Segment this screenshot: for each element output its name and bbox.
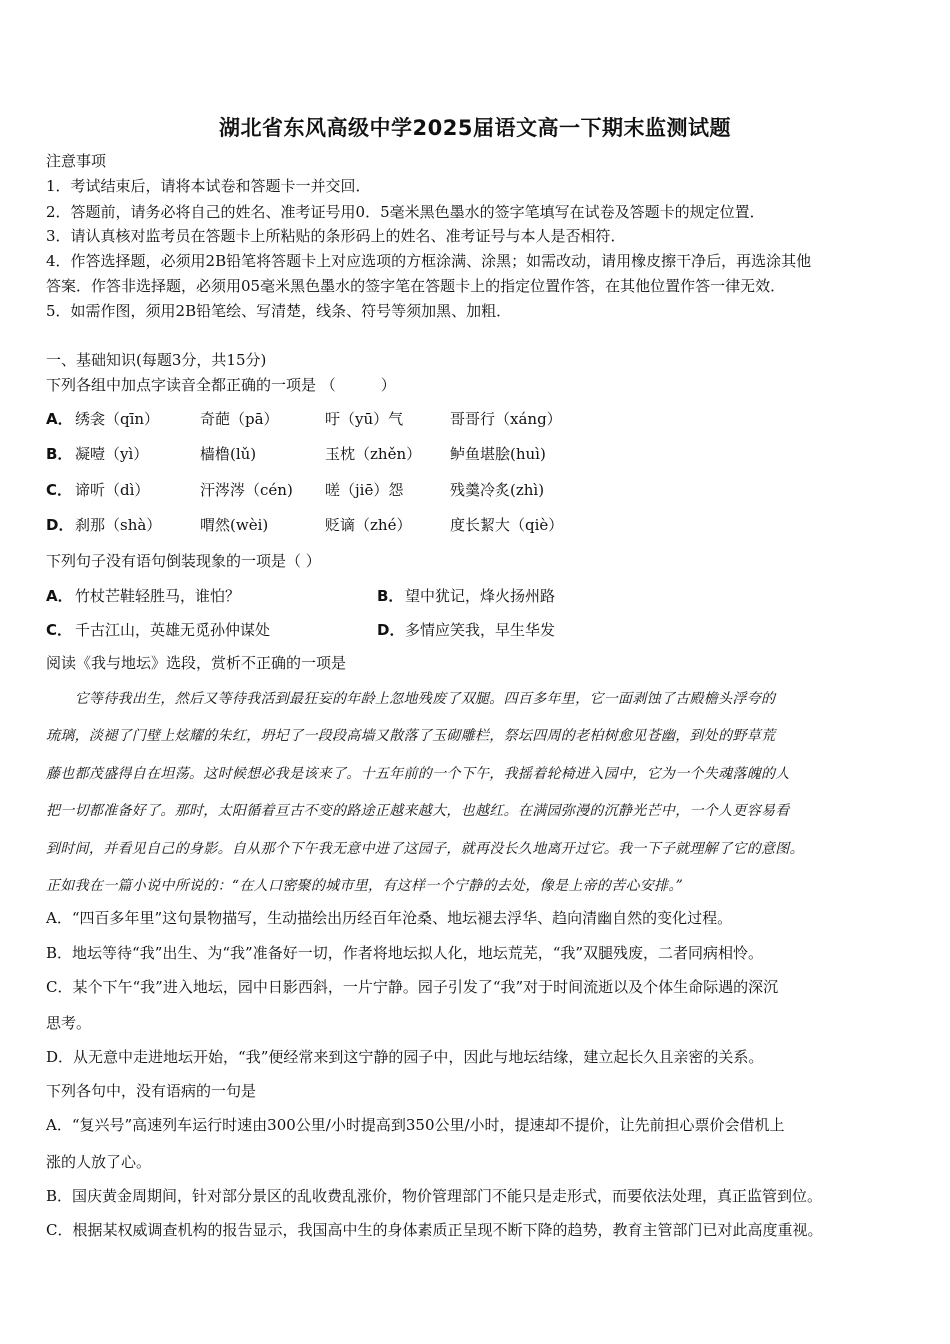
option-text: A．“四百多年里”这句景物描写，生动描绘出历经百年沧桑、地坛褪去浮华、趋向清幽自然的变化过程。 [46, 909, 733, 927]
notice-item: 5．如需作图，须用2B铅笔绘、写清楚，线条、符号等须加黑、加粗． [46, 302, 512, 320]
option-text: B．国庆黄金周期间，针对部分景区的乱收费乱涨价，物价管理部门不能只是走形式，而要依法处理，真正监管到位。 [46, 1187, 823, 1205]
passage-line: 把一切都准备好了。那时，太阳循着亘古不变的路途正越来越大，也越红。在满园弥漫的沉静光芒中，一个人更容易看 [46, 803, 790, 819]
notice-item: 2．答题前，请务必将自己的姓名、准考证号用0．5毫米黑色墨水的签字笔填写在试卷及答题卡的规定位置． [46, 203, 765, 221]
question-stem: 下列各句中，没有语病的一句是 [46, 1082, 257, 1100]
question-stem: 下列句子没有语句倒装现象的一项是（ ） [46, 552, 321, 570]
section-heading: 一、基础知识(每题3分，共15分) [46, 351, 267, 369]
option-label: D． [377, 621, 405, 639]
notice-item: 1．考试结束后，请将本试卷和答题卡一并交回． [46, 177, 371, 195]
option-text: D．从无意中走进地坛开始，“我”便经常来到这宁静的园子中，因此与地坛结缘，建立起长久且亲密的关系。 [46, 1048, 764, 1066]
page-title: 湖北省东风高级中学2025届语文高一下期末监测试题 [219, 116, 731, 140]
notice-item: 4．作答选择题，必须用2B铅笔将答题卡上对应选项的方框涂满、涂黑；如需改动，请用橡皮擦干净后，再选涂其他 [46, 252, 812, 270]
option-text: 竹杖芒鞋轻胜马，谁怕？ [75, 587, 241, 605]
notice-heading: 注意事项 [46, 152, 107, 170]
passage-line: 藤也都茂盛得自在坦荡。这时候想必我是该来了。十五年前的一个下午，我摇着轮椅进入园中，它为一个失魂落魄的人 [46, 766, 790, 782]
question-stem: 下列各组中加点字读音全都正确的一项是 （ ） [46, 376, 396, 394]
option-label: A． [46, 587, 73, 605]
option-text: A．“复兴号”高速列车运行时速由300公里/小时提高到350公里/小时，提速却不提价，让先前担心票价会借机上 [46, 1116, 785, 1134]
option-label: C． [46, 621, 73, 639]
option-cell: 绣衾（qīn） [75, 410, 160, 428]
option-cell: 谛听（dì） [75, 481, 150, 499]
notice-item: 3．请认真核对监考员在答题卡上所粘贴的条形码上的姓名、准考证号与本人是否相符． [46, 227, 626, 245]
option-text: 多情应笑我，早生华发 [405, 621, 556, 639]
option-cell: 贬谪（zhé） [325, 516, 412, 534]
option-text: 涨的人放了心。 [46, 1153, 152, 1171]
option-cell: 奇葩（pā） [200, 410, 279, 428]
option-cell: 汗涔涔（cén) [200, 481, 293, 499]
option-cell: 度长絜大（qiè） [450, 516, 564, 534]
question-stem: 阅读《我与地坛》选段，赏析不正确的一项是 [46, 654, 347, 672]
option-label: B． [377, 587, 404, 605]
option-text: B．地坛等待“我”出生、为“我”准备好一切，作者将地坛拟人化，地坛荒芜，“我”双腿残废，二者同病相怜。 [46, 944, 764, 962]
option-text: C．根据某权威调查机构的报告显示，我国高中生的身体素质正呈现不断下降的趋势，教育主管部门已对此高度重视。 [46, 1221, 823, 1239]
option-text: 思考。 [46, 1014, 92, 1032]
option-label: C． [46, 481, 73, 499]
option-label: A． [46, 410, 73, 428]
passage-line: 正如我在一篇小说中所说的：“在人口密聚的城市里，有这样一个宁静的去处，像是上帝的苦心安排。” [46, 878, 684, 894]
option-text: 千古江山，英雄无觅孙仲谋处 [75, 621, 271, 639]
option-text: C．某个下午“我”进入地坛，园中日影西斜，一片宁静。园子引发了“我”对于时间流逝以及个体生命际遇的深沉 [46, 978, 779, 996]
option-cell: 樯橹(lǔ) [200, 445, 257, 463]
notice-item: 答案．作答非选择题，必须用05毫米黑色墨水的签字笔在答题卡上的指定位置作答，在其他位置作答一律无效． [46, 277, 786, 295]
option-label: D． [46, 516, 74, 534]
passage-line: 琉璃，淡褪了门壁上炫耀的朱红，坍圮了一段段高墙又散落了玉砌雕栏，祭坛四周的老柏树愈见苍幽，到处的野草荒 [46, 728, 776, 744]
option-cell: 嗟（jiē）怨 [325, 481, 404, 499]
option-cell: 吁（yū）气 [325, 410, 404, 428]
option-cell: 喟然(wèi) [200, 516, 269, 534]
passage-line: 它等待我出生，然后又等待我活到最狂妄的年龄上忽地残废了双腿。四百多年里，它一面剥蚀了古殿檐头浮夸的 [46, 691, 776, 707]
option-cell: 玉枕（zhěn） [325, 445, 422, 463]
option-cell: 鲈鱼堪脍(huì) [450, 445, 546, 463]
option-cell: 哥哥行（xáng） [450, 410, 562, 428]
option-cell: 残羹冷炙(zhì) [450, 481, 545, 499]
passage-line: 到时间，并看见自己的身影。自从那个下午我无意中进了这园子，就再没长久地离开过它。我一下子就理解了它的意图。 [46, 841, 804, 857]
option-label: B． [46, 445, 73, 463]
option-text: 望中犹记，烽火扬州路 [405, 587, 556, 605]
option-cell: 刹那（shà） [75, 516, 162, 534]
option-cell: 凝噎（yì） [75, 445, 149, 463]
